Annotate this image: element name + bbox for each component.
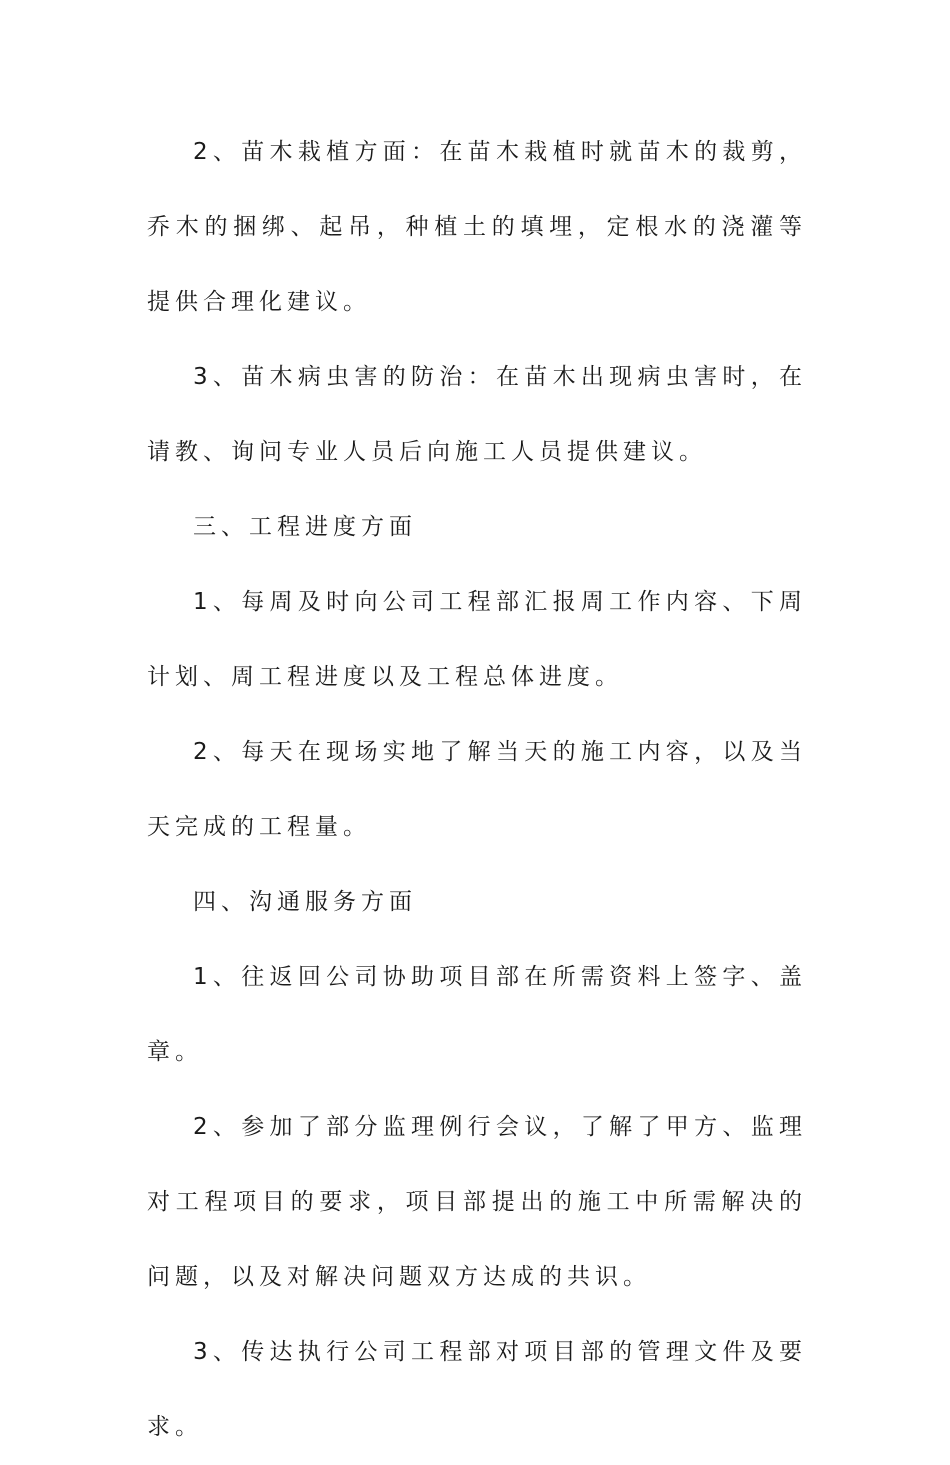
section-heading-communication: 四、沟通服务方面 — [193, 889, 417, 915]
document-body — [147, 115, 807, 1465]
paragraph-management-documents: 3、传达执行公司工程部对项目部的管理文件及要求。 — [147, 1339, 807, 1440]
paragraph-pest-control: 3、苗木病虫害的防治：在苗木出现病虫害时，在请教、询问专业人员后向施工人员提供建议。 — [147, 364, 807, 465]
paragraph-daily-site-check: 2、每天在现场实地了解当天的施工内容，以及当天完成的工程量。 — [147, 739, 807, 840]
paragraph-seedling-planting: 2、苗木栽植方面：在苗木栽植时就苗木的裁剪，乔木的捆绑、起吊，种植土的填埋，定根水的浇灌等提供合理化建议。 — [147, 139, 807, 315]
section-heading-progress: 三、工程进度方面 — [193, 514, 417, 540]
paragraph-supervision-meetings: 2、参加了部分监理例行会议，了解了甲方、监理对工程项目的要求，项目部提出的施工中所需解决的问题，以及对解决问题双方达成的共识。 — [147, 1114, 807, 1290]
paragraph-signing-stamping: 1、往返回公司协助项目部在所需资料上签字、盖章。 — [147, 964, 807, 1065]
paragraph-weekly-report: 1、每周及时向公司工程部汇报周工作内容、下周计划、周工程进度以及工程总体进度。 — [147, 589, 807, 690]
